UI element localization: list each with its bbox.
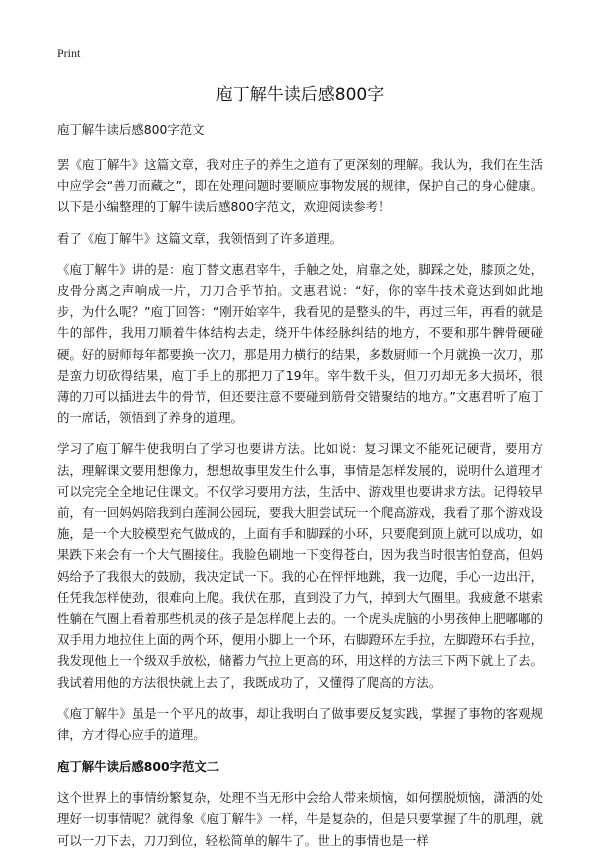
paragraph-conclusion: 《庖丁解牛》虽是一个平凡的故事，却让我明白了做事要反复实践，掌握了事物的客观规律，方才得心应手的道理。 bbox=[57, 705, 543, 743]
section-heading: 庖丁解牛读后感800字范文二 bbox=[57, 759, 220, 775]
paragraph-story: 《庖丁解牛》讲的是：庖丁替文惠君宰牛，手触之处，肩靠之处，脚踩之处，膝顶之处，皮骨分离之声响成一片，刀刀合乎节拍。文惠君说：“好，你的宰牛技术竟达到如此地步，为什么呢？”庖丁回答：“刚开始宰牛，我看见的是整头的牛，再过三年，再看的就是牛的部件，我用刀顺着牛体结构去走，绕开牛体经脉纠结的地方，不要和那牛髀骨硬碰硬。好的厨师每年都要换一次刀，那是用力横行的结果，多数厨师一个月就换一次刀，那是蛮力切砍得结果，庖丁手上的那把刀了19年。宰牛数千头，但刀刃却无多大损坏，很薄的刀可以插进去牛的骨节，但还要注意不要碰到筋骨交错聚结的地方。”文惠君听了庖丁的一席话，领悟到了养身的道理。 bbox=[57, 261, 543, 426]
page-title: 庖丁解牛读后感800字 bbox=[215, 85, 385, 105]
paragraph-intro: 罢《庖丁解牛》这篇文章，我对庄子的养生之道有了更深刻的理解。我认为，我们在生活中应学会“善刀而藏之”，即在处理问题时要顺应事物发展的规律，保护自己的身心健康。以下是小编整理的丁解牛读后感800字范文，欢迎阅读参考！ bbox=[57, 157, 543, 215]
paragraph-lead: 看了《庖丁解牛》这篇文章，我领悟到了许多道理。 bbox=[57, 230, 342, 246]
document-body bbox=[57, 120, 543, 861]
paragraph-method: 学习了庖丁解牛使我明白了学习也要讲方法。比如说：复习课文不能死记硬背，要用方法，理解课文要用想像力，想想故事里发生什么事，事情是怎样发展的，说明什么道理才可以完完全全地记住课文。不仅学习要用方法，生活中、游戏里也要讲求方法。记得较早前，有一回妈妈陪我到白莲洞公园玩，要我大胆尝试玩一个爬高游戏，我看了那个游戏设施，是一个大胶模型充气做成的，上面有手和脚踩的小环，只要爬到顶上就可以成功，如果跌下来会有一个大气圈接住。我脸色刷地一下变得苍白，因为我当时很害怕登高，但妈妈给予了我很大的鼓励，我决定试一下。我的心在怦怦地跳，我一边爬，手心一边出汗，任凭我怎样使劲，很难向上爬。我伏在那，直到没了力气，掉到大气圈里。我疲惫不堪索性躺在气圈上看着那些机灵的孩子是怎样爬上去的。一个虎头虎脑的小男孩伸上肥嘟嘟的双手用力地拉住上面的两个环，便用小脚上一个环，右脚蹬环左手拉，左脚蹬环右手拉，我发现他上一个级双手放松，储蓄力气拉上更高的环，用这样的方法三下两下就上了去。我试着用他的方法很快就上去了，我既成功了，又懂得了爬高的方法。 bbox=[57, 441, 543, 690]
paragraph-section2: 这个世界上的事情纷繁复杂，处理不当无形中会给人带来烦恼，如何摆脱烦恼，潇洒的处理好一切事情呢？就得象《庖丁解牛》一样，牛是复杂的，但是只要掌握了牛的肌理，就可以一刀下去，刀刀到位，轻松简单的解牛了。世上的事情也是一样 bbox=[57, 790, 543, 848]
print-link[interactable]: Print bbox=[57, 46, 81, 60]
document-subtitle: 庖丁解牛读后感800字范文 bbox=[57, 122, 205, 137]
